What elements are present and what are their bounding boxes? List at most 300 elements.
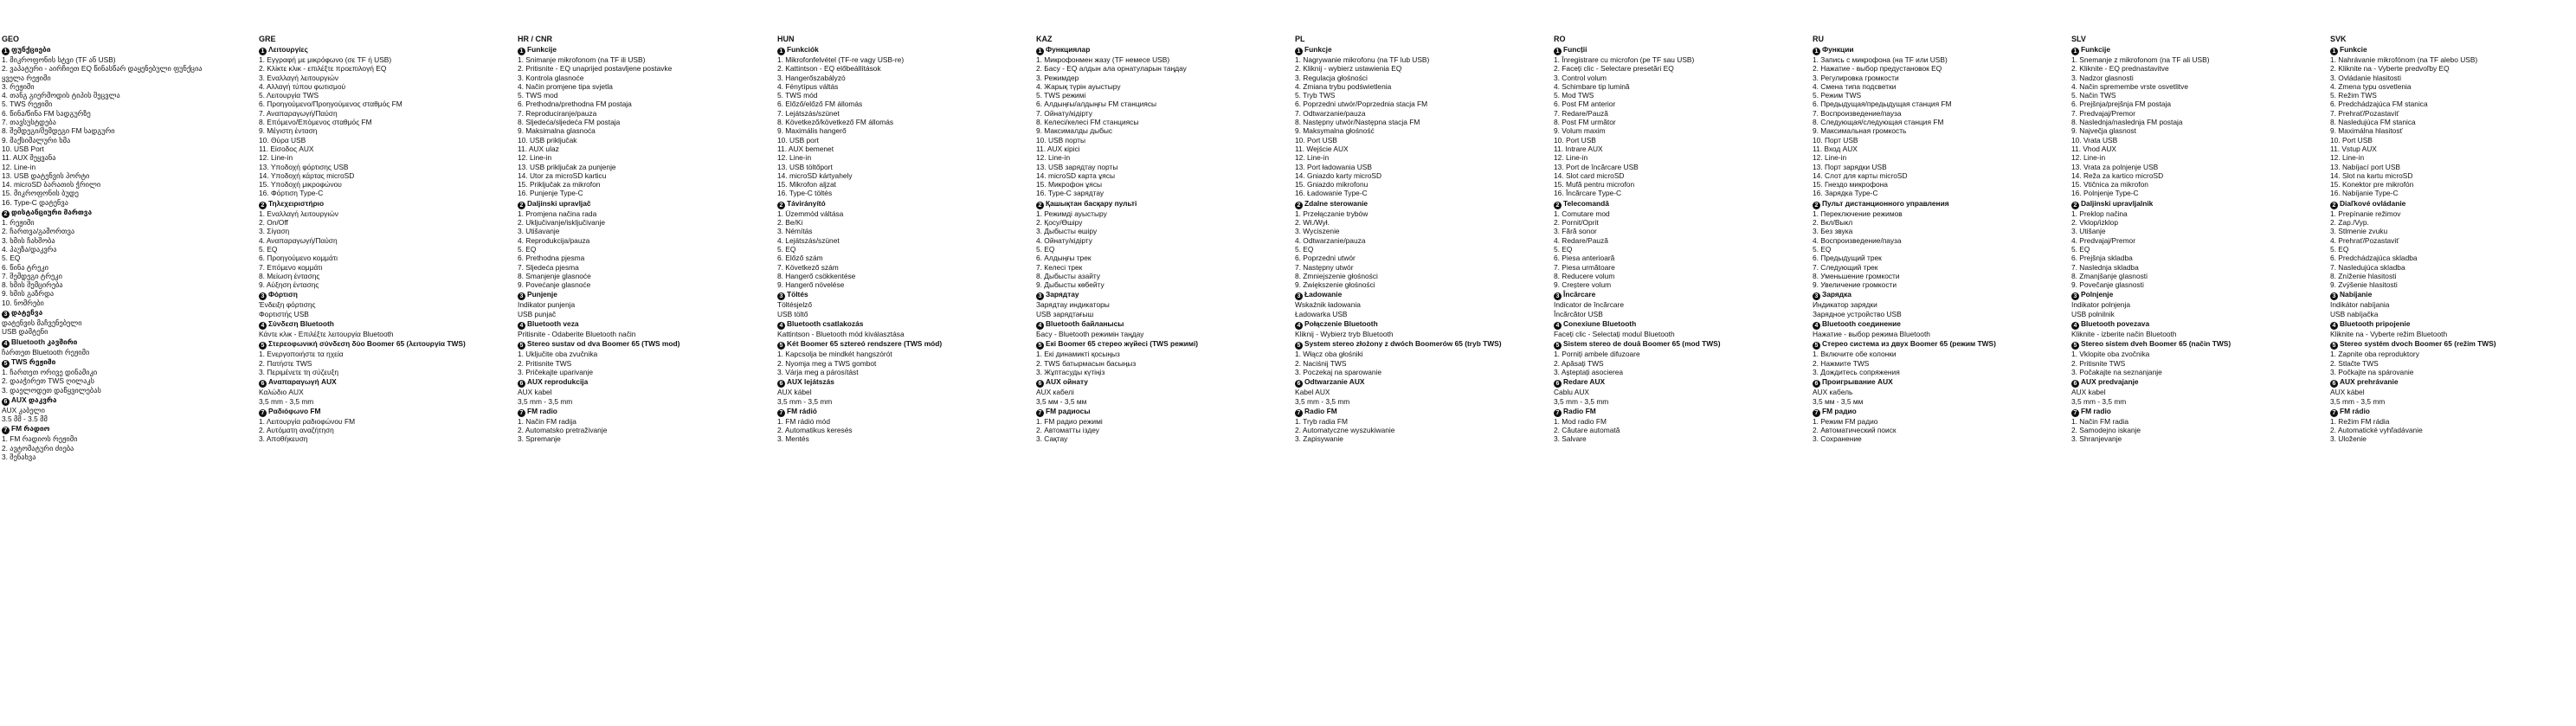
section-heading bbox=[1295, 339, 1516, 350]
manual-line: 7. Następny utwór bbox=[1295, 262, 1354, 272]
manual-line: 15. Гнездо микрофона bbox=[1813, 180, 1888, 190]
manual-line: 9. Μέγιστη ένταση bbox=[259, 126, 318, 136]
manual-line: 6. წინა ტრეკი bbox=[2, 262, 48, 272]
manual-line: 1. Mikrofonfelvétel (TF-re vagy USB-re) bbox=[777, 55, 905, 64]
manual-line: 10. Θύρα USB bbox=[259, 135, 306, 145]
manual-line: 3. Сохранение bbox=[1813, 434, 1862, 444]
manual-line: Faceți clic - Selectați modul Bluetooth bbox=[1554, 330, 1675, 339]
manual-line: 8. Μείωση έντασης bbox=[259, 271, 320, 280]
manual-line: Kabel AUX bbox=[1295, 388, 1330, 397]
manual-line: 1. რეჟიმი bbox=[2, 218, 35, 228]
manual-line: 4. Смена типа подсветки bbox=[1813, 81, 1897, 91]
manual-line: 1. Porniți ambele difuzoare bbox=[1554, 350, 1640, 359]
manual-line: 3. Hangerőszabályzó bbox=[777, 73, 846, 82]
section-heading bbox=[2071, 45, 2292, 55]
manual-line: 5. Λειτουργία TWS bbox=[259, 91, 319, 100]
manual-line: 8. შემდეგი/შემდეგი FM სადგური bbox=[2, 126, 115, 136]
section-title: დატენვა bbox=[11, 308, 43, 318]
section-title: Зарядка bbox=[1822, 290, 1852, 299]
manual-line: 6. Poprzedni utwór bbox=[1295, 254, 1356, 263]
section-title: FM radio bbox=[2081, 406, 2111, 415]
manual-line: Indikátor nabíjania bbox=[2330, 300, 2390, 310]
manual-line: 15. Konektor pre mikrofón bbox=[2330, 180, 2414, 190]
manual-line: 4. თანგ გიერმოდის ტიპის შეცვლა bbox=[2, 91, 120, 100]
manual-line: 9. Maximális hangerő bbox=[777, 126, 847, 136]
section-number-badge: 3 bbox=[2, 311, 10, 318]
section-heading bbox=[2330, 199, 2551, 209]
section-title: Radio FM bbox=[1563, 406, 1596, 415]
manual-line: 2. Pritisnite TWS bbox=[2071, 358, 2126, 368]
manual-line: 1. Snemanje z mikrofonom (na TF ali USB) bbox=[2071, 55, 2210, 64]
manual-line: 3. რეჟიმი bbox=[2, 81, 35, 91]
section-title: Bluetooth კავშირი bbox=[11, 337, 78, 346]
section-number-badge: 1 bbox=[2, 48, 10, 55]
section-title: Polnjenje bbox=[2081, 290, 2114, 299]
manual-line: 16. Nabíjanie Type-C bbox=[2330, 189, 2399, 198]
language-column bbox=[2, 35, 222, 718]
manual-line: 1. Način FM radija bbox=[518, 416, 576, 426]
manual-line: 5. EQ bbox=[259, 244, 278, 254]
manual-line: 3. Pričekajte uparivanje bbox=[518, 367, 594, 376]
manual-line: Indikator punjenja bbox=[518, 300, 576, 310]
section-heading bbox=[1813, 377, 2033, 388]
manual-line: 11. Είσοδος AUX bbox=[259, 144, 314, 153]
manual-line: 9. მაქსიმალური ხმა bbox=[2, 135, 71, 145]
manual-line: 13. Vrata za polnjenje USB bbox=[2071, 162, 2159, 171]
section-number-badge: 1 bbox=[2330, 48, 2338, 55]
section-heading bbox=[1295, 290, 1516, 300]
manual-line: 7. Piesa următoare bbox=[1554, 262, 1615, 272]
section-heading bbox=[777, 290, 998, 300]
section-number-badge: 6 bbox=[259, 380, 267, 388]
manual-line: 1. Nagrywanie mikrofonu (na TF lub USB) bbox=[1295, 55, 1430, 64]
section-heading bbox=[1295, 199, 1516, 209]
manual-line: 5. EQ bbox=[1554, 244, 1573, 254]
manual-line: 3. Без звука bbox=[1813, 227, 1853, 236]
section-heading bbox=[1036, 319, 1257, 330]
section-title: Funkcije bbox=[527, 45, 557, 54]
section-number-badge: 1 bbox=[1813, 48, 1820, 55]
manual-line: 4. Lejátszás/szünet bbox=[777, 235, 840, 245]
section-title: Diaľkové ovládanie bbox=[2340, 198, 2406, 208]
manual-line: 6. Előző szám bbox=[777, 254, 823, 263]
section-heading bbox=[1295, 319, 1516, 330]
manual-line: 10. Port USB bbox=[1295, 135, 1337, 145]
manual-line: 2. Automatyczne wyszukiwanie bbox=[1295, 426, 1395, 435]
manual-line: 4. Predvajaj/Premor bbox=[2071, 235, 2136, 245]
manual-line: Indicator de încărcare bbox=[1554, 300, 1625, 310]
language-code: RU bbox=[1813, 35, 1824, 43]
language-column bbox=[2071, 35, 2292, 718]
manual-line: 11. Vhod AUX bbox=[2071, 144, 2116, 153]
manual-line: 1. Kapcsolja be mindkét hangszórót bbox=[777, 350, 892, 359]
manual-line: 2. Samodejno iskanje bbox=[2071, 426, 2141, 435]
manual-line: 1. Režim FM rádia bbox=[2330, 416, 2390, 426]
manual-line: 7. Следующий трек bbox=[1813, 262, 1878, 272]
section-number-badge: 6 bbox=[2, 398, 10, 406]
manual-line: 11. AUX ulaz bbox=[518, 144, 559, 153]
manual-line: AUX kabel bbox=[518, 388, 552, 397]
manual-line: 11. Wejście AUX bbox=[1295, 144, 1349, 153]
section-number-badge: 1 bbox=[518, 48, 525, 55]
manual-line: 2. Kattintson - EQ előbeállítások bbox=[777, 64, 881, 74]
manual-line: 3,5 mm - 3,5 mm bbox=[2330, 396, 2386, 406]
manual-line: 1. Tryb radia FM bbox=[1295, 416, 1348, 426]
manual-line: 16. Type-C зарядтау bbox=[1036, 189, 1104, 198]
section-number-badge: 2 bbox=[518, 202, 525, 209]
manual-line: 14. Reža za kartico microSD bbox=[2071, 170, 2164, 180]
section-title: FM rádió bbox=[787, 406, 817, 415]
manual-line: 3.5 მმ - 3.5 მმ bbox=[2, 414, 48, 424]
section-number-badge: 2 bbox=[2330, 202, 2338, 209]
section-title: Funkcije bbox=[2081, 45, 2110, 54]
manual-line: 3. Περιμένετε τη σύζευξη bbox=[259, 367, 339, 376]
manual-line: 1. მიკროფონის სტვი (TF ან USB) bbox=[2, 55, 116, 64]
manual-line: 1. Vklopite oba zvočnika bbox=[2071, 350, 2150, 359]
manual-line: 4. Воспроизведение/пауза bbox=[1813, 235, 1902, 245]
manual-line: 14. Υποδοχή κάρτας microSD bbox=[259, 170, 355, 180]
manual-line: 12. Line-in bbox=[777, 153, 812, 163]
section-number-badge: 3 bbox=[1554, 292, 1562, 300]
manual-line: 15. Vtičnica za mikrofon bbox=[2071, 180, 2148, 190]
manual-line: 9. Maksymalna głośność bbox=[1295, 126, 1375, 136]
section-heading bbox=[1295, 45, 1516, 55]
manual-line: 6. Предыдущая/предыдущая станция FM bbox=[1813, 100, 1952, 109]
section-number-badge: 1 bbox=[777, 48, 785, 55]
section-heading bbox=[1554, 377, 1774, 388]
manual-line: 5. Mod TWS bbox=[1554, 91, 1594, 100]
manual-line: 12. Line-in bbox=[259, 153, 293, 163]
section-title: Daljinski upravljalnik bbox=[2081, 198, 2154, 208]
manual-line: 3,5 mm - 3,5 mm bbox=[777, 396, 833, 406]
manual-line: 2. On/Off bbox=[259, 218, 288, 228]
manual-line: 2. Автоматический поиск bbox=[1813, 426, 1897, 435]
manual-line: USB polnilnik bbox=[2071, 309, 2115, 318]
section-title: Töltés bbox=[787, 290, 808, 299]
manual-line: 12. Line-in bbox=[2, 162, 36, 171]
manual-line: 2. ავტომატური ძიება bbox=[2, 443, 74, 453]
section-title: Redare AUX bbox=[1563, 377, 1606, 387]
manual-line: 3. Αποθήκευση bbox=[259, 434, 308, 444]
section-title: Функциялар bbox=[1046, 45, 1091, 54]
manual-line: 10. Vrata USB bbox=[2071, 135, 2118, 145]
manual-line: 2. Αυτόματη αναζήτηση bbox=[259, 426, 334, 435]
manual-line: 3. Дыбысты өшіру bbox=[1036, 227, 1098, 236]
section-title: Távirányító bbox=[787, 198, 826, 208]
manual-line: 1. Εναλλαγή λειτουργιών bbox=[259, 209, 338, 218]
manual-line: 11. AUX кірісі bbox=[1036, 144, 1080, 153]
manual-line: 2. Faceți clic - Selectare presetări EQ bbox=[1554, 64, 1674, 74]
manual-line: 6. Prethodna pjesma bbox=[518, 254, 585, 263]
manual-line: 8. Уменьшение громкости bbox=[1813, 271, 1900, 280]
manual-line: 1. Λειτουργία ραδιοφώνου FM bbox=[259, 416, 356, 426]
section-title: Σύνδεση Bluetooth bbox=[268, 319, 334, 329]
manual-line: 2. Kliknij - wybierz ustawienia EQ bbox=[1295, 64, 1402, 74]
section-number-badge: 2 bbox=[777, 202, 785, 209]
section-heading bbox=[1813, 339, 2033, 350]
manual-line: 3,5 mm - 3,5 mm bbox=[259, 396, 314, 406]
section-number-badge: 6 bbox=[2330, 380, 2338, 388]
manual-line: 7. Lejátszás/szünet bbox=[777, 108, 840, 118]
section-title: Funkciók bbox=[787, 45, 819, 54]
section-number-badge: 7 bbox=[518, 409, 525, 417]
manual-line: 3. შენახვა bbox=[2, 452, 36, 461]
manual-line: 6. წინა/წინა FM სადგურზე bbox=[2, 108, 91, 118]
manual-line: 7. Ойнату/кідірту bbox=[1036, 108, 1092, 118]
manual-line: 3. Uloženie bbox=[2330, 434, 2367, 444]
manual-line: AUX kabel bbox=[2071, 388, 2106, 397]
manual-line: 9. Volum maxim bbox=[1554, 126, 1606, 136]
section-number-badge: 1 bbox=[1295, 48, 1303, 55]
section-number-badge: 7 bbox=[2330, 409, 2338, 417]
section-heading bbox=[1554, 45, 1774, 55]
section-number-badge: 6 bbox=[1554, 380, 1562, 388]
manual-line: 3. Сақтау bbox=[1036, 434, 1068, 444]
section-heading bbox=[2, 357, 222, 368]
manual-line: 9. Povećanje glasnoće bbox=[518, 280, 591, 290]
manual-line: USB зарядтағыш bbox=[1036, 309, 1094, 318]
manual-line: 3. Zapisywanie bbox=[1295, 434, 1343, 444]
manual-line: 3. Регулировка громкости bbox=[1813, 73, 1899, 82]
section-heading bbox=[1036, 407, 1257, 417]
manual-line: 8. Следующая/следующая станция FM bbox=[1813, 118, 1944, 127]
manual-line: 3. Fără sonor bbox=[1554, 227, 1597, 236]
manual-line: 7. შემდეგი ტრეკი bbox=[2, 271, 62, 280]
manual-line: 5. EQ bbox=[2330, 244, 2349, 254]
manual-line: 9. Maximálna hlasitosť bbox=[2330, 126, 2403, 136]
section-heading bbox=[1813, 407, 2033, 417]
manual-line: 16. Зарядка Type-C bbox=[1813, 189, 1878, 198]
section-number-badge: 4 bbox=[518, 322, 525, 330]
manual-line: Kattintson - Bluetooth mód kiválasztása bbox=[777, 330, 905, 339]
manual-line: 16. Type-C töltés bbox=[777, 189, 833, 198]
manual-line: 8. Дыбысты азайту bbox=[1036, 271, 1101, 280]
section-heading bbox=[1554, 407, 1774, 417]
manual-line: 5. TWS режимі bbox=[1036, 91, 1086, 100]
section-heading bbox=[2, 395, 222, 406]
language-code: HR / CNR bbox=[518, 35, 552, 43]
manual-line: 5. Режим TWS bbox=[1813, 91, 1862, 100]
manual-line: 2. Nyomja meg a TWS gombot bbox=[777, 358, 877, 368]
manual-line: 3,5 мм - 3,5 мм bbox=[1813, 396, 1864, 406]
manual-line: 8. Następny utwór/Następna stacja FM bbox=[1295, 118, 1420, 127]
section-heading bbox=[1295, 377, 1516, 388]
section-heading bbox=[1554, 290, 1774, 300]
section-number-badge: 3 bbox=[518, 292, 525, 300]
manual-line: 16. Încărcare Type-C bbox=[1554, 189, 1622, 198]
manual-line: 5. TWS რეჟიმი bbox=[2, 100, 53, 109]
section-number-badge: 2 bbox=[1554, 202, 1562, 209]
manual-line: 13. Port de încărcare USB bbox=[1554, 162, 1639, 171]
manual-line: 14. Gniazdo karty microSD bbox=[1295, 170, 1382, 180]
manual-line: 3. Salvare bbox=[1554, 434, 1587, 444]
manual-line: 2. Naciśnij TWS bbox=[1295, 358, 1347, 368]
section-heading bbox=[777, 339, 998, 350]
language-code: GEO bbox=[2, 35, 20, 43]
manual-line: 7. Redare/Pauză bbox=[1554, 108, 1608, 118]
section-number-badge: 3 bbox=[259, 292, 267, 300]
section-title: Încărcare bbox=[1563, 290, 1596, 299]
manual-line: 6. Post FM anterior bbox=[1554, 100, 1616, 109]
manual-line: 13. Port ładowania USB bbox=[1295, 162, 1372, 171]
manual-line: 9. Zwiększenie głośności bbox=[1295, 280, 1375, 290]
manual-line: 2. Uključivanje/isključivanje bbox=[518, 218, 606, 228]
manual-line: 1. Εγγραφή με μικρόφωνο (σε TF ή USB) bbox=[259, 55, 392, 64]
section-number-badge: 5 bbox=[2330, 342, 2338, 350]
language-column bbox=[1554, 35, 1774, 718]
manual-line: 1. Włącz oba głośniki bbox=[1295, 350, 1363, 359]
manual-line: 2. Нажатие - выбор предустановок EQ bbox=[1813, 64, 1942, 74]
section-heading bbox=[259, 45, 480, 55]
section-title: System stereo złożony z dwóch Boomerów 65 (tryb TWS) bbox=[1304, 339, 1502, 349]
manual-line: 9. Največja glasnost bbox=[2071, 126, 2136, 136]
manual-line: 2. Stlačte TWS bbox=[2330, 358, 2379, 368]
section-title: Bluetooth соединение bbox=[1822, 319, 1901, 329]
manual-line: Cablu AUX bbox=[1554, 388, 1589, 397]
manual-line: 5. Tryb TWS bbox=[1295, 91, 1336, 100]
manual-line: 12. Line-in bbox=[2330, 153, 2365, 163]
manual-line: 3. Utišavanje bbox=[518, 227, 560, 236]
manual-line: დატენვის მაჩვენებელი bbox=[2, 318, 82, 328]
language-code: KAZ bbox=[1036, 35, 1053, 43]
manual-line: 2. Automatické vyhľadávanie bbox=[2330, 426, 2423, 435]
manual-line: 3. Așteptați asocierea bbox=[1554, 367, 1624, 376]
manual-line: 1. Режимді ауыстыру bbox=[1036, 209, 1107, 218]
manual-line: 15. Gniazdo mikrofonu bbox=[1295, 180, 1368, 190]
manual-line: 5. Način TWS bbox=[2071, 91, 2116, 100]
manual-line: 9. Povečanje glasnosti bbox=[2071, 280, 2144, 290]
manual-line: 10. Port USB bbox=[1554, 135, 1596, 145]
section-heading bbox=[2071, 319, 2292, 330]
manual-line: 12. Line-in bbox=[1295, 153, 1330, 163]
manual-line: 2. ჩართვა/გამორთვა bbox=[2, 227, 75, 236]
manual-line: 11. Intrare AUX bbox=[1554, 144, 1603, 153]
language-code: SLV bbox=[2071, 35, 2086, 43]
language-column bbox=[1813, 35, 2033, 718]
manual-line: 9. ხმის გაზრდა bbox=[2, 289, 55, 299]
manual-line: 2. Πατήστε TWS bbox=[259, 358, 312, 368]
manual-line: 1. Ενεργοποιήστε τα ηχεία bbox=[259, 350, 344, 359]
section-heading bbox=[1813, 199, 2033, 209]
manual-line: 15. Υποδοχή μικροφώνου bbox=[259, 180, 342, 190]
manual-line: 2. ვაპატური - აირჩიეთ EQ წინასწარ დაყენებული ფუნქცია ყველა რეჟიმი bbox=[2, 64, 203, 82]
manual-line: 8. Hangerő csökkentése bbox=[777, 271, 856, 280]
manual-line: 12. Line-in bbox=[1036, 153, 1071, 163]
manual-line: 4. Жарық түрін ауыстыру bbox=[1036, 81, 1121, 91]
manual-line: 1. Snimanje mikrofonom (na TF ili USB) bbox=[518, 55, 646, 64]
section-title: Telecomandă bbox=[1563, 198, 1609, 208]
section-heading bbox=[1036, 199, 1257, 209]
section-title: AUX prehrávanie bbox=[2340, 377, 2399, 387]
manual-line: 6. Predchádzajúca FM stanica bbox=[2330, 100, 2428, 109]
section-number-badge: 3 bbox=[1295, 292, 1303, 300]
manual-line: 1. ჩართეთ ორივე დინამიკი bbox=[2, 367, 98, 376]
manual-line: 10. USB priključak bbox=[518, 135, 577, 145]
section-heading bbox=[2, 208, 222, 218]
section-number-badge: 3 bbox=[1036, 292, 1044, 300]
manual-line: 5. EQ bbox=[1036, 244, 1055, 254]
manual-line: 16. Type-C დატენვა bbox=[2, 197, 68, 207]
manual-line: 8. Post FM următor bbox=[1554, 118, 1616, 127]
manual-line: 1. Način FM radia bbox=[2071, 416, 2129, 426]
manual-line: 2. Automatikus keresés bbox=[777, 426, 853, 435]
manual-line: Индикатор зарядки bbox=[1813, 300, 1877, 310]
manual-line: 16. Ładowanie Type-C bbox=[1295, 189, 1368, 198]
section-number-badge: 5 bbox=[2, 360, 10, 368]
manual-line: 4. Reprodukcija/pauza bbox=[518, 235, 590, 245]
section-number-badge: 7 bbox=[1813, 409, 1820, 417]
manual-line: 9. Αύξηση έντασης bbox=[259, 280, 319, 290]
section-title: Stereo sustav od dva Boomer 65 (TWS mod) bbox=[527, 339, 680, 349]
section-title: AUX reprodukcija bbox=[527, 377, 589, 387]
manual-line: Καλώδιο AUX bbox=[259, 388, 304, 397]
section-number-badge: 5 bbox=[1813, 342, 1820, 350]
manual-line: 1. FM радио режимі bbox=[1036, 416, 1103, 426]
section-heading bbox=[1036, 290, 1257, 300]
manual-line: 14. microSD kártyahely bbox=[777, 170, 853, 180]
section-heading bbox=[1295, 407, 1516, 417]
section-heading bbox=[1036, 45, 1257, 55]
manual-line: 5. EQ bbox=[2071, 244, 2090, 254]
section-title: Φόρτιση bbox=[268, 290, 298, 299]
manual-line: 8. Következő/következő FM állomás bbox=[777, 118, 894, 127]
section-number-badge: 5 bbox=[2071, 342, 2079, 350]
manual-line: 3. Ovládanie hlasitosti bbox=[2330, 73, 2401, 82]
manual-line: 4. Schimbare tip lumină bbox=[1554, 81, 1630, 91]
manual-line: 3. Control volum bbox=[1554, 73, 1607, 82]
section-heading bbox=[2071, 407, 2292, 417]
manual-line: 3. Wyciszenie bbox=[1295, 227, 1340, 236]
section-title: FM radio bbox=[527, 406, 557, 415]
manual-line: 1. Promjena načina rada bbox=[518, 209, 597, 218]
manual-line: 1. Екі динамикті қосыңыз bbox=[1036, 350, 1120, 359]
language-code: HUN bbox=[777, 35, 795, 43]
manual-line: 1. Prepínanie režimov bbox=[2330, 209, 2401, 218]
manual-line: 11. AUX შეყვანა bbox=[2, 153, 56, 163]
section-number-badge: 6 bbox=[1036, 380, 1044, 388]
section-title: Αναπαραγωγή AUX bbox=[268, 377, 337, 387]
section-heading bbox=[777, 407, 998, 417]
manual-line: Indikator polnjenja bbox=[2071, 300, 2130, 310]
manual-line: 3. Εναλλαγή λειτουργιών bbox=[259, 73, 338, 82]
manual-line: 2. Pritisnite TWS bbox=[518, 358, 572, 368]
section-title: Екі Boomer 65 стерео жүйесі (TWS режимі) bbox=[1046, 339, 1199, 349]
section-heading bbox=[2071, 339, 2292, 350]
section-title: Połączenie Bluetooth bbox=[1304, 319, 1378, 329]
language-column bbox=[1295, 35, 1516, 718]
manual-line: 3. Stlmenie zvuku bbox=[2330, 227, 2388, 236]
manual-line: 14. Slot na kartu microSD bbox=[2330, 170, 2413, 180]
manual-line: 2. Kliknite - EQ prednastavitve bbox=[2071, 64, 2169, 74]
manual-line: 15. Priključak za mikrofon bbox=[518, 180, 601, 190]
manual-line: 1. FM რადიოს რეჟიმი bbox=[2, 434, 78, 444]
section-title: AUX დაკვრა bbox=[11, 395, 57, 404]
manual-line: Kliknite na - Vyberte režim Bluetooth bbox=[2330, 330, 2448, 339]
section-heading bbox=[1554, 319, 1774, 330]
manual-line: 2. Zap./Vyp. bbox=[2330, 218, 2369, 228]
manual-line: 1. Zapnite oba reproduktory bbox=[2330, 350, 2419, 359]
manual-line: 3. Дождитесь сопряжения bbox=[1813, 367, 1900, 376]
section-heading bbox=[1554, 199, 1774, 209]
manual-line: 3. Жұптасуды күтіңіз bbox=[1036, 367, 1105, 376]
section-heading bbox=[518, 339, 738, 350]
section-heading bbox=[1813, 45, 2033, 55]
section-number-badge: 6 bbox=[777, 380, 785, 388]
manual-line: 14. Слот для карты microSD bbox=[1813, 170, 1908, 180]
section-heading bbox=[518, 45, 738, 55]
section-heading bbox=[777, 199, 998, 209]
manual-line: 5. EQ bbox=[518, 244, 537, 254]
